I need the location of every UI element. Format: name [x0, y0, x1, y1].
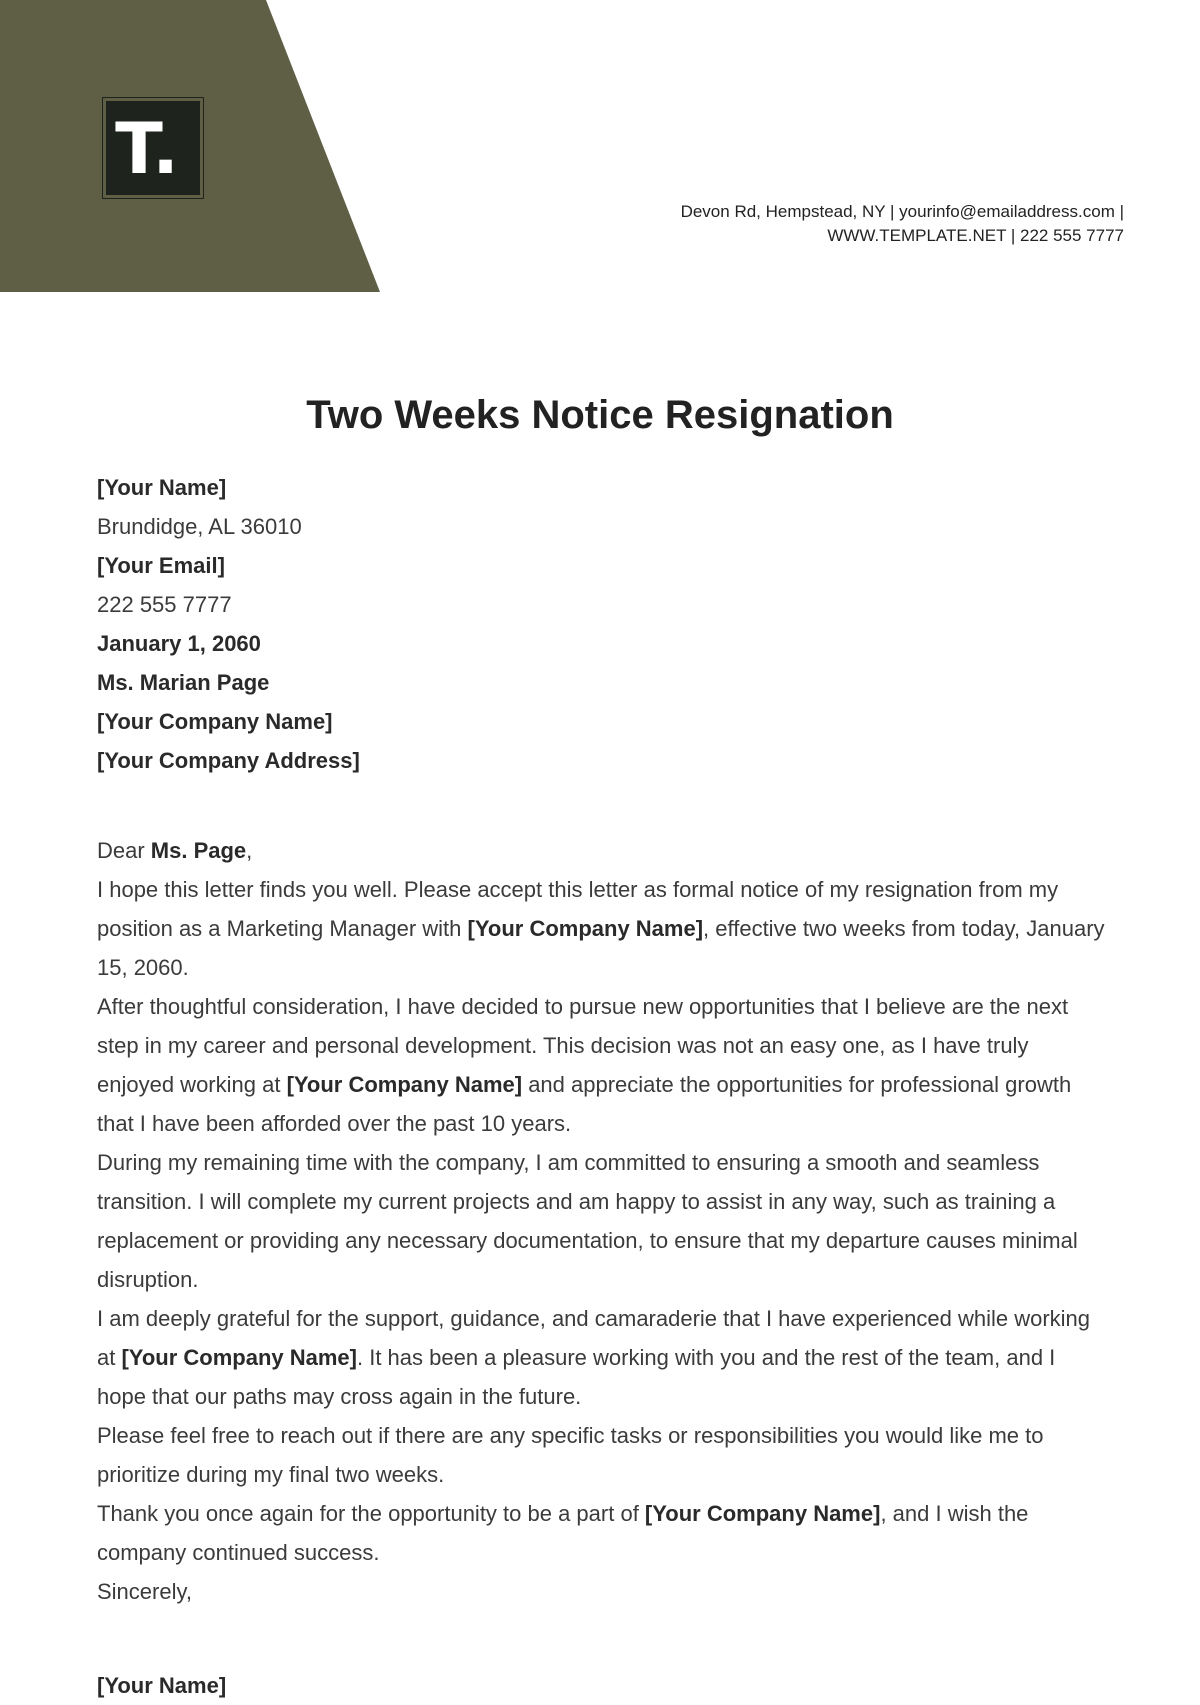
letter-body	[97, 831, 1107, 1611]
paragraph-3: During my remaining time with the company, I am committed to ensuring a smooth and seamless transition. I will complete my current projects and am happy to assist in any way, such as training a replacement or providing any necessary documentation, to ensure that my departure causes minimal disruption.	[97, 1150, 1078, 1292]
salutation	[97, 831, 1107, 870]
contact-line-2: WWW.TEMPLATE.NET | 222 555 7777	[827, 226, 1124, 245]
paragraph-4-text-b: . It has been a pleasure working with you and the rest of the team, and I hope that our paths may cross again in the future.	[97, 1345, 1056, 1409]
paragraph-5: Please feel free to reach out if there are any specific tasks or responsibilities you would like me to prioritize during my final two weeks.	[97, 1423, 1044, 1487]
paragraph-1-text-a: I hope this letter finds you well. Please accept this letter as formal notice of my resignation from my position as a Marketing Manager with	[97, 877, 1059, 941]
paragraph-2-text-a: After thoughtful consideration, I have decided to pursue new opportunities that I believe are the next step in my career and personal development. This decision was not an easy one, as I have truly enjoyed working at	[97, 994, 1069, 1097]
sender-phone: 222 555 7777	[97, 592, 232, 617]
recipient-company-address: [Your Company Address]	[97, 748, 360, 773]
paragraph-4-text-a: I am deeply grateful for the support, guidance, and camaraderie that I have experienced while working at	[97, 1306, 1091, 1370]
paragraph-1	[97, 870, 1107, 987]
sender-block	[97, 468, 360, 780]
recipient-name: Ms. Marian Page	[97, 670, 270, 695]
paragraph-2-text-b: and appreciate the opportunities for professional growth that I have been afforded over the past 10 years.	[97, 1072, 1072, 1136]
contact-info	[681, 200, 1124, 248]
salutation-name: Ms. Page	[150, 838, 247, 863]
logo-letter: T.	[115, 108, 179, 190]
paragraph-6-company: [Your Company Name]	[644, 1501, 881, 1526]
signature-name: [Your Name]	[97, 1673, 227, 1698]
sender-email: [Your Email]	[97, 553, 225, 578]
logo-mark	[106, 101, 200, 195]
page-title: Two Weeks Notice Resignation	[306, 393, 894, 437]
paragraph-1-text-b: , effective two weeks from today, January 15, 2060.	[97, 916, 1105, 980]
paragraph-2	[97, 987, 1107, 1143]
paragraph-6-text-a: Thank you once again for the opportunity to be a part of	[97, 1501, 645, 1526]
closing: Sincerely,	[97, 1579, 192, 1604]
paragraph-4	[97, 1299, 1107, 1416]
paragraph-6	[97, 1494, 1107, 1572]
letter-date: January 1, 2060	[97, 631, 261, 656]
paragraph-2-company: [Your Company Name]	[286, 1072, 523, 1097]
paragraph-6-text-b: , and I wish the company continued success.	[97, 1501, 1029, 1565]
salutation-suffix: ,	[246, 838, 253, 863]
recipient-company: [Your Company Name]	[97, 709, 333, 734]
paragraph-1-company: [Your Company Name]	[467, 916, 704, 941]
sender-address: Brundidge, AL 36010	[97, 514, 302, 539]
contact-line-1: Devon Rd, Hempstead, NY | yourinfo@emailaddress.com |	[680, 202, 1124, 221]
company-logo	[102, 97, 204, 199]
sender-name: [Your Name]	[97, 475, 227, 500]
salutation-prefix: Dear	[97, 838, 151, 863]
paragraph-4-company: [Your Company Name]	[121, 1345, 357, 1370]
